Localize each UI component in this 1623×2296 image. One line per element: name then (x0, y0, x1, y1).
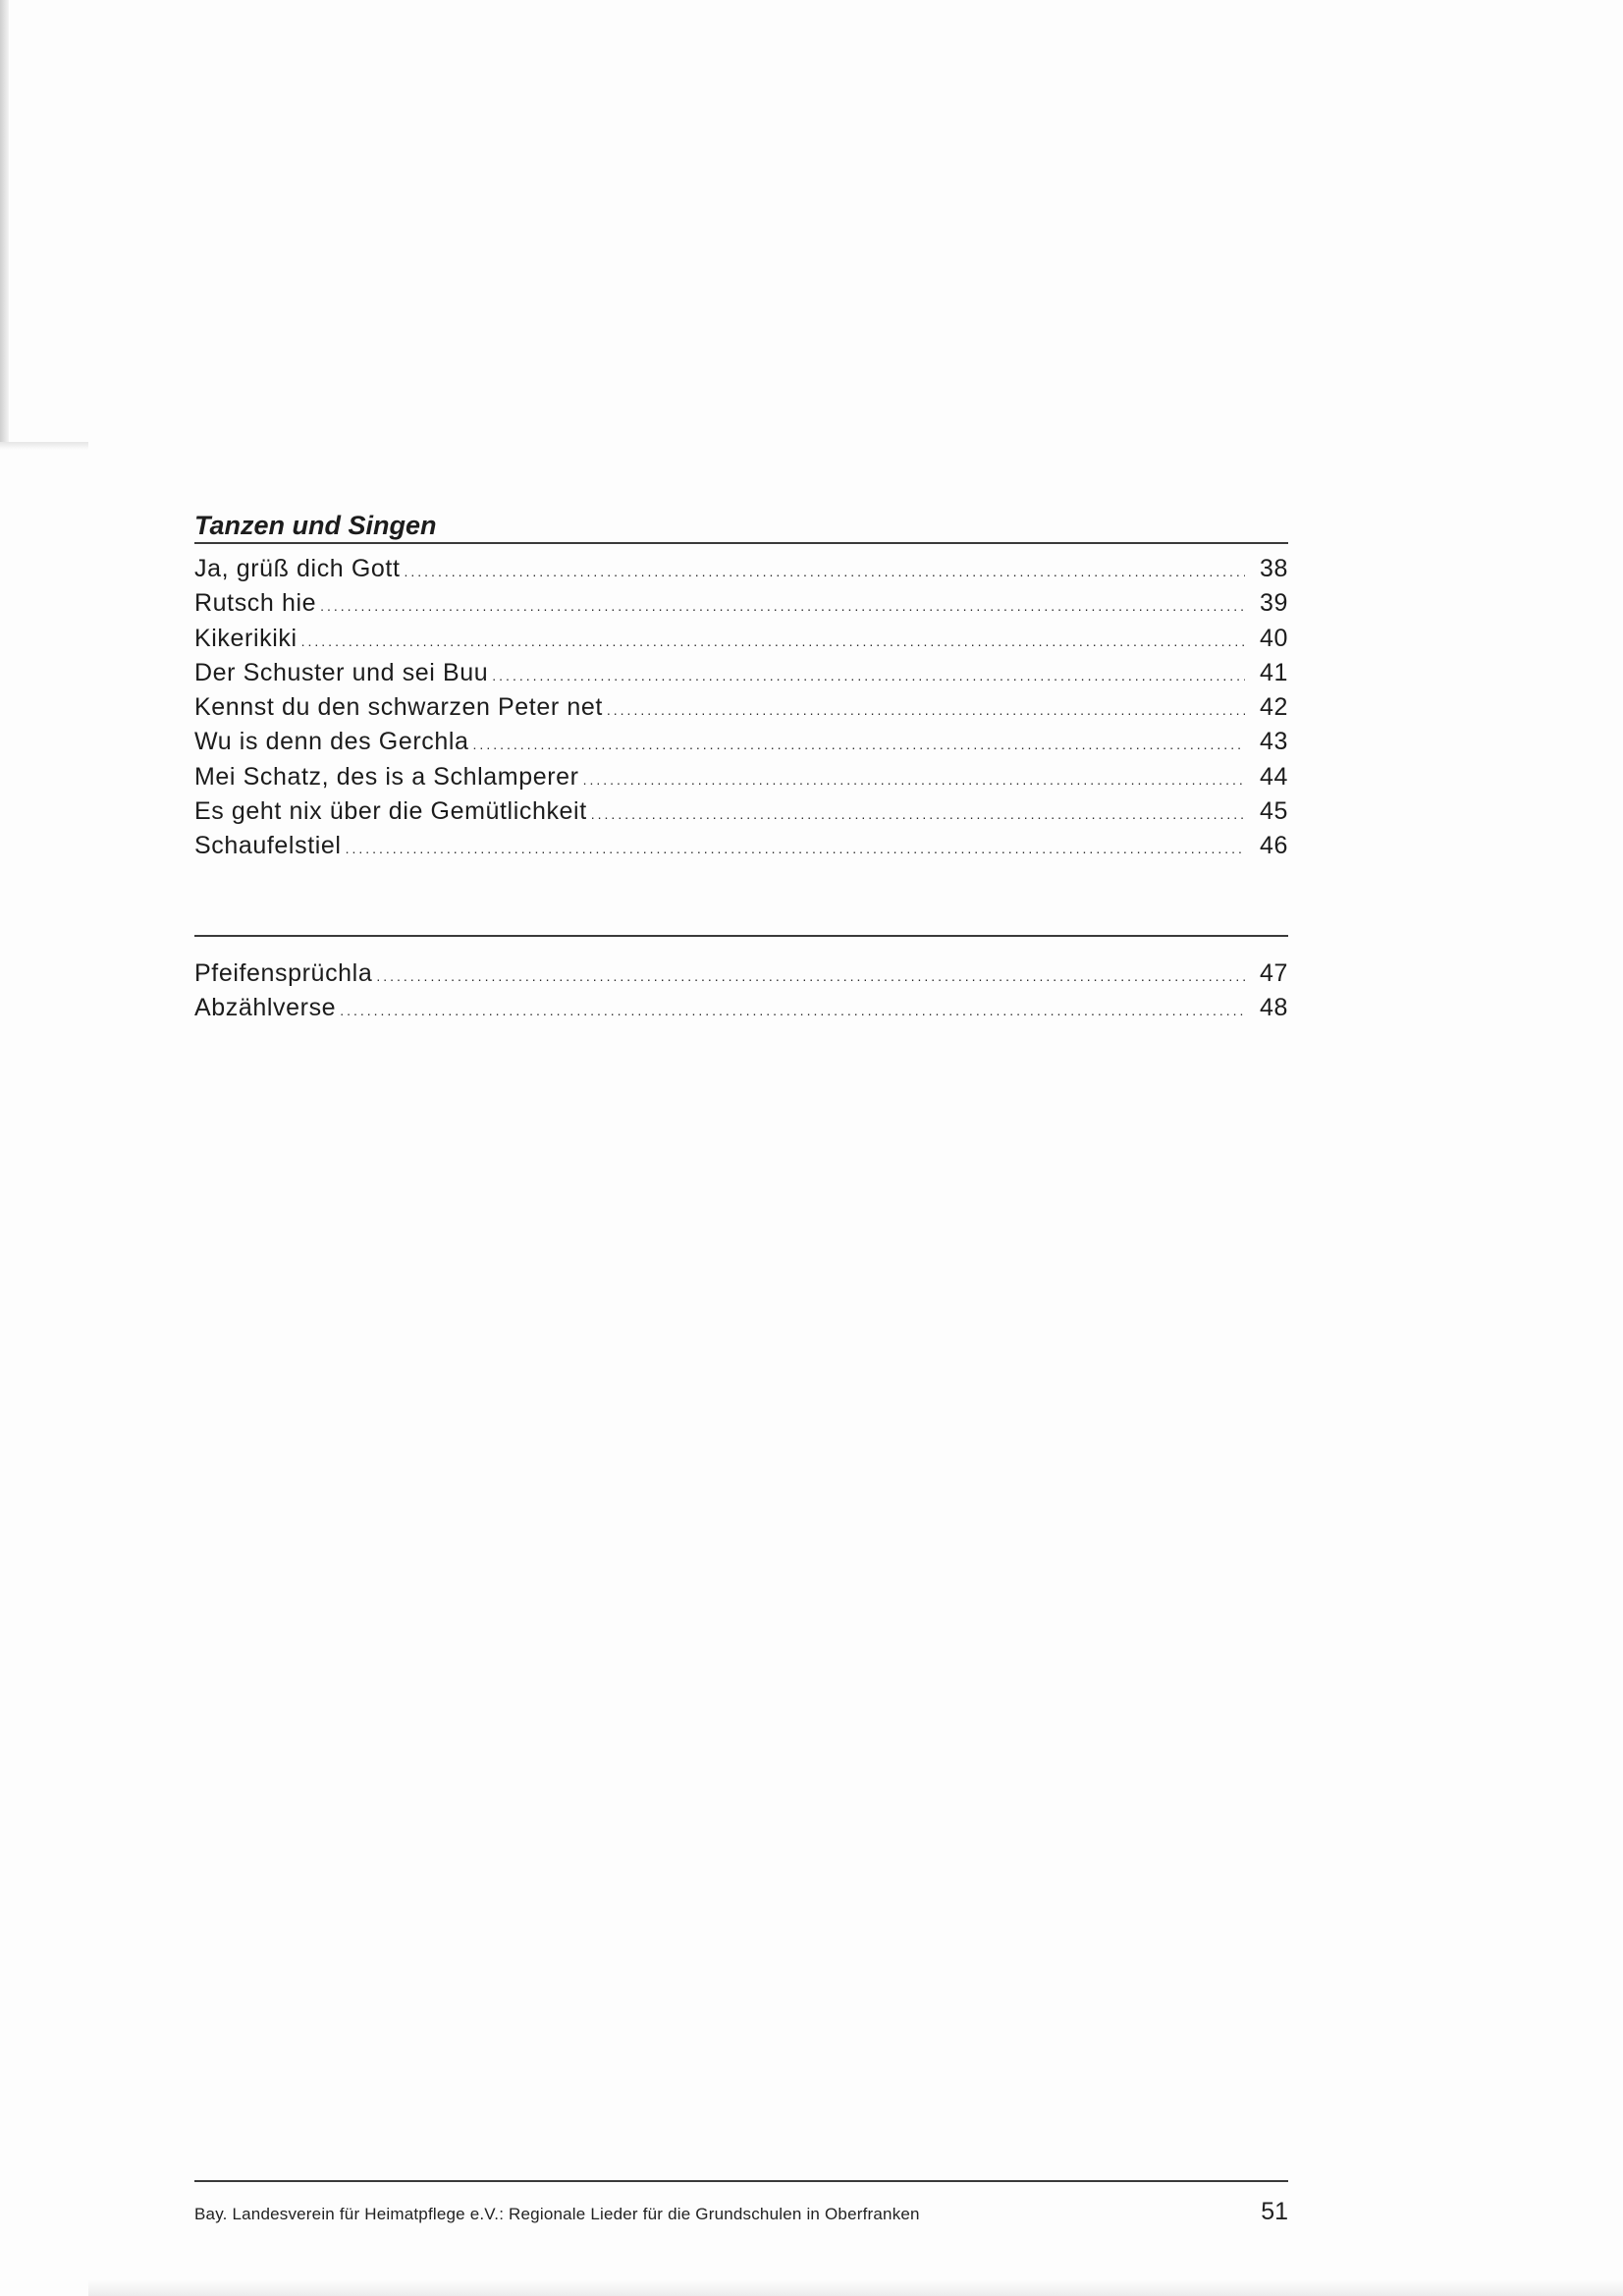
entry-title: Es geht nix über die Gemütlichkeit (194, 797, 587, 826)
toc-entry (194, 622, 1288, 656)
scan-edge-left (0, 0, 9, 442)
dot-leader (340, 994, 1245, 1028)
entry-page-number: 45 (1259, 797, 1288, 826)
entry-title: Abzählverse (194, 994, 337, 1022)
dot-leader (473, 728, 1245, 762)
entry-title: Kennst du den schwarzen Peter net (194, 693, 603, 722)
entry-page-number: 42 (1259, 693, 1288, 722)
section-title: Tanzen und Singen (194, 511, 437, 540)
dot-leader (583, 763, 1245, 797)
dot-leader (346, 832, 1245, 866)
footer-row (194, 2198, 1288, 2226)
entry-page-number: 47 (1259, 959, 1288, 987)
entry-title: Mei Schatz, des is a Schlamperer (194, 762, 579, 791)
scan-edge-bottom (88, 2280, 1623, 2296)
section-rule (194, 542, 1288, 544)
toc-entry (194, 656, 1288, 690)
entry-title: Ja, grüß dich Gott (194, 555, 401, 582)
toc-entry (194, 991, 1288, 1025)
entry-page-number: 38 (1259, 555, 1288, 582)
entry-page-number: 43 (1259, 728, 1288, 756)
dot-leader (492, 659, 1245, 693)
page-footer (194, 2180, 1288, 2226)
toc-entry (194, 690, 1288, 725)
footer-rule (194, 2180, 1288, 2182)
entry-page-number: 41 (1259, 658, 1288, 686)
entry-title: Der Schuster und sei Buu (194, 658, 489, 686)
toc-entry (194, 586, 1288, 621)
toc-list (194, 957, 1288, 1026)
entry-title: Wu is denn des Gerchla (194, 728, 469, 756)
entry-page-number: 44 (1259, 762, 1288, 791)
toc-entry (194, 794, 1288, 829)
entry-title: Schaufelstiel (194, 832, 342, 860)
toc-entry (194, 552, 1288, 586)
toc-entry (194, 760, 1288, 794)
page-number: 51 (1261, 2198, 1288, 2225)
entry-title: Pfeifensprüchla (194, 959, 373, 987)
entry-page-number: 39 (1259, 589, 1288, 618)
dot-leader (591, 797, 1245, 832)
toc-entry (194, 725, 1288, 759)
scan-edge-shadow (0, 442, 88, 450)
toc-section-tanzen-und-singen (194, 509, 1288, 864)
entry-page-number: 40 (1259, 624, 1288, 652)
entry-page-number: 48 (1259, 994, 1288, 1022)
toc-list (194, 552, 1288, 864)
section-rule (194, 935, 1288, 937)
dot-leader (607, 693, 1245, 728)
dot-leader (301, 625, 1245, 659)
entry-title: Kikerikiki (194, 624, 298, 652)
dot-leader (405, 555, 1246, 589)
footer-text: Bay. Landesverein für Heimatpflege e.V.: Regionale Lieder für die Grundschulen in Oberfranken (194, 2205, 920, 2223)
toc-entry (194, 829, 1288, 863)
dot-leader (376, 959, 1245, 994)
dot-leader (320, 589, 1245, 624)
entry-title: Rutsch hie (194, 589, 317, 618)
toc-entry (194, 957, 1288, 991)
toc-section-second (194, 933, 1288, 1026)
entry-page-number: 46 (1259, 832, 1288, 860)
